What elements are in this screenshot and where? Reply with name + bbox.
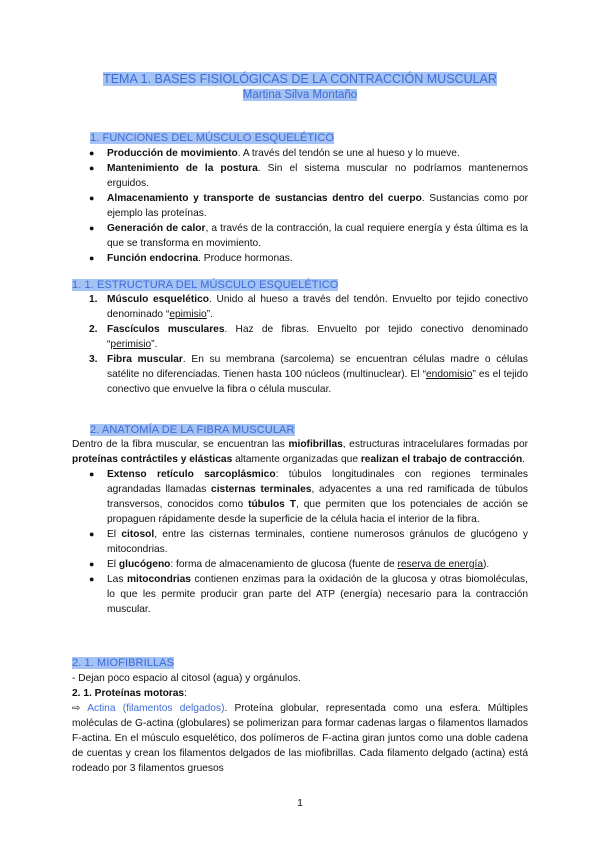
list-item: 1. Músculo esquelético. Unido al hueso a través del tendón. Envuelto por tejido conectivo denominado “epimisio”.	[89, 294, 528, 320]
section-1-1-list	[72, 292, 528, 397]
section-2-1-body	[72, 671, 528, 776]
list-item: 2. Fascículos musculares. Haz de fibras. Envuelto por tejido conectivo denominado “perimisio”.	[89, 324, 528, 350]
list-item: ● Extenso retículo sarcoplásmico: túbulos longitudinales con regiones terminales agrandadas llamadas cisternas terminales, adyacentes a una red ramificada de túbulos transversos, conocidos como túbulos T, que permiten que los potenciales de acción se propaguen rápidamente desde la superficie de la célula hacia el interior de la fibra.	[89, 469, 528, 525]
list-item: ● Las mitocondrias contienen enzimas para la oxidación de la glucosa y otras biomoléculas, lo que les permite producir gran parte del ATP (energía) necesario para la contracción muscular.	[89, 574, 528, 615]
section-1-list	[72, 146, 528, 266]
section-2-1-note: - Dejan poco espacio al citosol (agua) y orgánulos.	[72, 673, 301, 684]
list-item: ● El glucógeno: forma de almacenamiento de glucosa (fuente de reserva de energía).	[89, 559, 490, 570]
section-2-intro: Dentro de la fibra muscular, se encuentran las miofibrillas, estructuras intracelulares formadas por proteínas contráctiles y elásticas altamente organizadas que realizan el trabajo de contracción.	[72, 439, 529, 465]
section-2-heading: 2. ANATOMÍA DE LA FIBRA MUSCULAR	[90, 424, 295, 436]
section-1-1-heading: 1. 1. ESTRUCTURA DEL MÚSCULO ESQUELÉTICO	[72, 279, 339, 291]
section-2-body	[72, 437, 528, 617]
list-item: ● Almacenamiento y transporte de sustancias dentro del cuerpo. Sustancias como por ejemplo las proteínas.	[89, 193, 529, 219]
document-author: Martina Silva Montaño	[242, 89, 358, 101]
page-number: 1	[297, 797, 303, 809]
document-title: TEMA 1. BASES FISIOLÓGICAS DE LA CONTRACCIÓN MUSCULAR	[103, 72, 497, 86]
list-item: ● Producción de movimiento. A través del tendón se une al hueso y lo mueve.	[89, 148, 460, 159]
section-1-heading: 1. FUNCIONES DEL MÚSCULO ESQUELÉTICO	[90, 132, 335, 144]
arrow-icon: ⇨	[72, 703, 81, 714]
list-item: ● El citosol, entre las cisternas terminales, contiene numerosos gránulos de glucógeno y mitocondrias.	[89, 529, 529, 555]
actina-paragraph: ⇨ Actina (filamentos delgados). Proteína globular, representada como una esfera. Múltiples moléculas de G-actina (globulares) se polimerizan para formar cadenas largas o filamentos llamados F-actina. En el músculo esquelético, dos polímeros de F-actina giran juntos como una doble cadena de cuentas y crean los filamentos delgados de las miofibrillas. Cada filamento delgado (actina) está rodeado por 3 filamentos gruesos	[72, 703, 528, 774]
list-item: ● Generación de calor, a través de la contracción, la cual requiere energía y ésta última es la que se transforma en movimiento.	[89, 223, 529, 249]
subsection-heading: 2. 1. Proteínas motoras:	[72, 688, 187, 699]
list-item: ● Mantenimiento de la postura. Sin el sistema muscular no podríamos mantenernos erguidos.	[89, 163, 528, 189]
section-2-1-heading: 2. 1. MIOFIBRILLAS	[72, 657, 175, 669]
list-item: 3. Fibra muscular. En su membrana (sarcolema) se encuentran células madre o células satélite no diferenciadas. Tienen hasta 100 núcleos (multinuclear). El “endomisio” es el tejido conectivo que envuelve la fibra o célula muscular.	[89, 354, 528, 395]
list-item: ● Función endocrina. Produce hormonas.	[89, 253, 293, 264]
